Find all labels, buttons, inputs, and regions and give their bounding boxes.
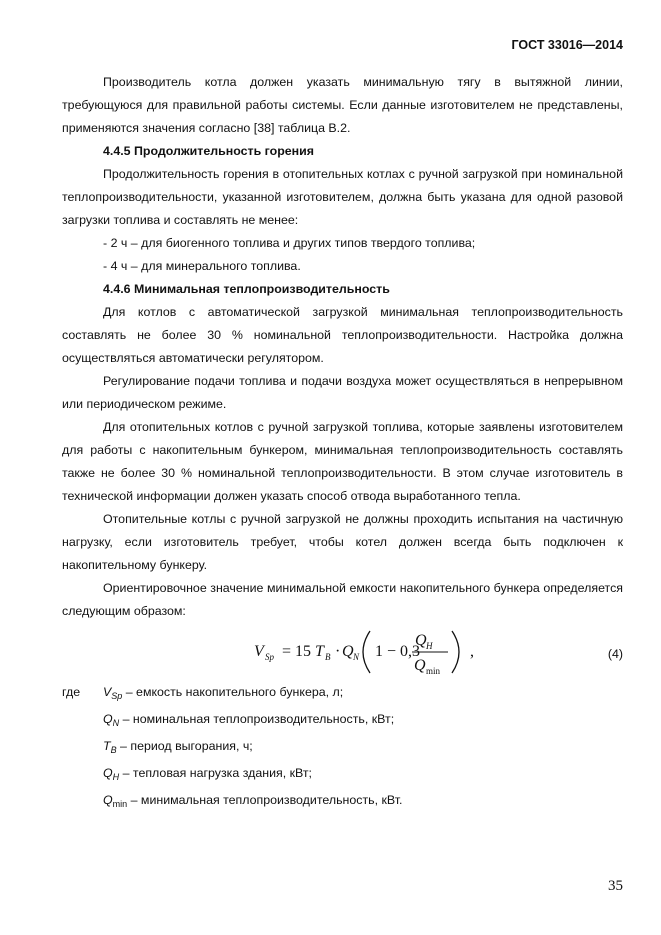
formula-den-sub: min xyxy=(426,666,441,676)
where-row-first xyxy=(62,681,623,708)
def-text: – период выгорания, ч; xyxy=(116,739,253,753)
formula-graphic xyxy=(252,623,512,681)
def-text: – номинальная теплопроизводительность, кВт; xyxy=(119,712,395,726)
formula-comma: , xyxy=(470,643,474,660)
formula-buffer-volume xyxy=(62,623,623,681)
list-item-mineral: - 4 ч – для минерального топлива. xyxy=(103,259,301,273)
section-heading-burn-duration: 4.4.5 Продолжительность горения xyxy=(103,144,314,158)
paragraph-draft-requirement: Производитель котла должен указать минимальную тягу в вытяжной линии, требующуюся для правильной работы системы. Если данные изготовителем не представлены, применяются значения согласно [38] таблица В.2. xyxy=(62,75,623,135)
paragraph-auto-loading: Для котлов с автоматической загрузкой минимальная теплопроизводительность составлять не более 30 % номинальной теплопроизводительности. Настройка должна осуществляться автоматически регулятором. xyxy=(62,305,623,365)
def-text: – тепловая нагрузка здания, кВт; xyxy=(119,766,312,780)
page-body xyxy=(62,71,623,816)
def-symbol: Q xyxy=(103,766,113,780)
def-symbol: Q xyxy=(103,712,113,726)
def-subscript: min xyxy=(112,799,128,809)
page-number: 35 xyxy=(608,878,623,894)
document-header: ГОСТ 33016—2014 xyxy=(511,38,623,52)
def-qh xyxy=(62,762,623,789)
def-subscript: B xyxy=(110,745,117,755)
def-text: – емкость накопительного бункера, л; xyxy=(122,685,344,699)
section-heading-min-output: 4.4.6 Минимальная теплопроизводительность xyxy=(103,282,390,296)
equation-number: (4) xyxy=(607,647,623,661)
paragraph-partial-load: Отопительные котлы с ручной загрузкой не должны проходить испытания на частичную нагрузку, если изготовитель требует, чтобы котел должен всегда быть подключен к накопительному бункеру. xyxy=(62,512,623,572)
formula-qn: Q xyxy=(342,643,354,660)
def-qmin xyxy=(62,789,623,816)
paragraph-manual-loading: Для отопительных котлов с ручной загрузкой топлива, которые заявлены изготовителем для работы с накопительным бункером, минимальная теплопроизводительность составлять также не более 30 % номинальной теплопроизводительности. В этом случае изготовитель в технической информации должен указать способ отвода выработанного тепла. xyxy=(62,420,623,503)
formula-dot: · xyxy=(335,643,341,660)
paragraph-buffer-estimate: Ориентировочное значение минимальной емкости накопительного бункера определяется следующим образом: xyxy=(62,581,623,618)
formula-tb: T xyxy=(315,643,324,660)
formula-lhs: V xyxy=(254,643,264,660)
where-block xyxy=(62,681,623,816)
formula-den: Q xyxy=(414,657,426,674)
paragraph-burn-duration: Продолжительность горения в отопительных котлах с ручной загрузкой при номинальной теплопроизводительности, указанной изготовителем, должна быть указана для одной разовой загрузки топлива и составлять не менее: xyxy=(62,167,623,227)
def-symbol: Q xyxy=(103,793,113,807)
def-symbol: T xyxy=(103,739,111,753)
formula-qn-sub: N xyxy=(353,652,360,662)
formula-inner: 1 − 0,3 xyxy=(375,643,421,660)
def-symbol: V xyxy=(103,685,112,699)
formula-num-sub: H xyxy=(426,641,433,651)
left-paren-icon xyxy=(363,631,370,673)
def-text: – минимальная теплопроизводительность, кВт. xyxy=(127,793,403,807)
def-vsp xyxy=(103,681,343,708)
paragraph-regulation: Регулирование подачи топлива и подачи воздуха может осуществляться в непрерывном или периодическом режиме. xyxy=(62,374,623,411)
formula-num: Q xyxy=(415,632,427,649)
def-tb xyxy=(62,735,623,762)
def-subscript: H xyxy=(112,772,120,782)
def-qn xyxy=(62,708,623,735)
formula-tb-sub: B xyxy=(325,652,331,662)
def-subscript: N xyxy=(112,718,120,728)
list-item-biogenic: - 2 ч – для биогенного топлива и других типов твердого топлива; xyxy=(103,236,476,250)
formula-coef: = 15 xyxy=(282,643,312,660)
formula-lhs-sub: Sp xyxy=(265,652,274,662)
where-word: где xyxy=(62,685,81,699)
right-paren-icon xyxy=(452,631,459,673)
def-subscript: Sp xyxy=(111,691,123,701)
